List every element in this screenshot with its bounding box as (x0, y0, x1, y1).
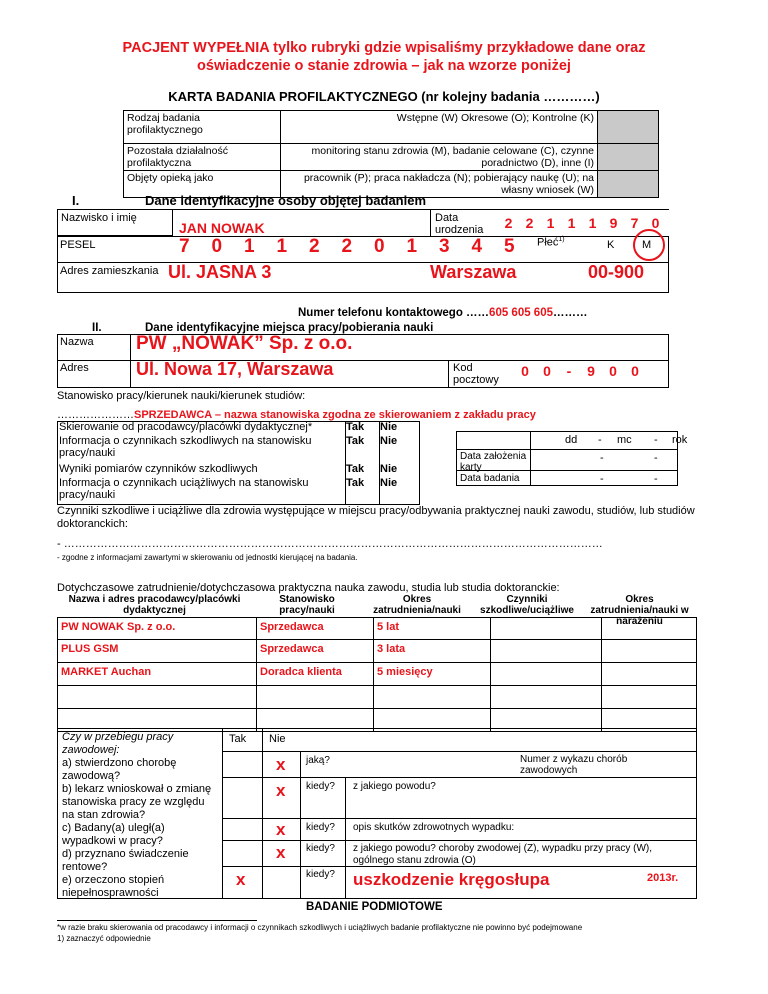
measurements-yes[interactable]: Tak (346, 463, 365, 475)
pesel-digit: 3 (438, 236, 450, 257)
employment-row-3-exposure[interactable] (602, 663, 697, 686)
exam-dash-2: - (654, 473, 658, 485)
question-d: d) przyznano świadczenie rentowe? (62, 848, 189, 873)
employment-row-1-position[interactable]: Sprzedawca (257, 618, 374, 640)
question-a: a) stwierdzono chorobę zawodową? (62, 757, 177, 782)
question-e: e) orzeczono stopień niepełnosprawności (62, 874, 165, 899)
col-factors: Czynniki szkodliwe/uciążliwe (480, 594, 574, 616)
history-row-2 (222, 777, 697, 778)
activity-value: monitoring stanu zdrowia (M), badanie celowane (C), czynne poradnictwo (D), inne (I) (281, 144, 598, 171)
sex-k[interactable]: K (607, 239, 615, 251)
disability-year[interactable]: 2013r. (647, 872, 679, 884)
e-when: kiedy? (306, 869, 335, 880)
referral-label: Skierowanie od pracodawcy/placówki dydaktycznej* (59, 421, 313, 433)
harmful-info-yes[interactable]: Tak (346, 435, 365, 447)
employment-row-4-period[interactable] (374, 686, 491, 709)
section-2-numeral: II. (92, 322, 102, 334)
nuisance-info-no[interactable]: Nie (380, 477, 398, 489)
pesel-digit: 1 (243, 236, 255, 257)
founding-dash-2: - (654, 452, 658, 464)
footnote-2: 1) zaznaczyć odpowiednie (57, 934, 151, 943)
exam-type-value: Wstępne (W) Okresowe (O); Kontrolne (K) (281, 111, 598, 144)
employment-row-3-factors[interactable] (491, 663, 602, 686)
address-city[interactable]: Warszawa (430, 262, 517, 282)
disability-reason[interactable]: uszkodzenie kręgosłupa (353, 870, 550, 889)
history-row-1 (222, 751, 697, 752)
c-effects: opis skutków zdrowotnych wypadku: (353, 822, 515, 833)
activity-label: Pozostała działalność profilaktyczna (124, 144, 281, 171)
measurements-no[interactable]: Nie (380, 463, 398, 475)
dates-dash-1: - (598, 434, 602, 446)
pesel-digit: 5 (503, 236, 515, 257)
pesel-digit: 1 (276, 236, 288, 257)
pesel-label: PESEL (60, 239, 96, 251)
referral-table (57, 421, 420, 505)
harmful-info-no[interactable]: Nie (380, 435, 398, 447)
zip-digit: - (566, 363, 572, 379)
position-line: …………………SPRZEDAWCA – nazwa stanowiska zgodna ze skierowaniem z zakładu pracy (57, 409, 536, 421)
exam-dash-1: - (600, 473, 604, 485)
disease-number: Numer z wykazu chorób zawodowych (520, 754, 628, 776)
dates-dash-2: - (654, 434, 658, 446)
section-2-title: Dane identyfikacyjne miejsca pracy/pobierania nauki (145, 322, 434, 334)
zip-digit: 0 (609, 363, 617, 379)
workplace-address[interactable]: Ul. Nowa 17, Warszawa (136, 359, 334, 379)
header-line-1: PACJENT WYPEŁNIA tylko rubryki gdzie wpisaliśmy przykładowe dane oraz (122, 40, 646, 56)
employment-row-4-position[interactable] (257, 686, 374, 709)
exam-type-box[interactable] (598, 111, 659, 144)
workplace-zip[interactable] (514, 363, 669, 379)
exam-type-label: Rodzaj badania profilaktycznego (124, 111, 281, 144)
history-div-2 (262, 728, 263, 899)
zip-digit: 0 (631, 363, 639, 379)
birth-digit: 1 (546, 215, 555, 231)
activity-box[interactable] (598, 144, 659, 171)
d-when: kiedy? (306, 843, 335, 854)
history-div-3 (300, 751, 301, 899)
employment-row-3-period[interactable]: 5 miesięcy (374, 663, 491, 686)
workplace-zip-label: Kod pocztowy (448, 360, 508, 388)
section-1-title: Dane identyfikacyjne osoby objętej badaniem (145, 193, 427, 208)
employment-title: Dotychczasowe zatrudnienie/dotychczasowa praktyczna nauka zawodu, studia lub studia doktoranckie: (57, 582, 560, 594)
sex-m-circle (633, 229, 665, 261)
footnote-1: *w razie braku skierowania od pracodawcy i informacji o czynnikach szkodliwych i uciążliwych badanie profilaktyczne nie powinno być podejmowane (57, 923, 583, 932)
birth-digit: 0 (651, 215, 660, 231)
col-position: Stanowisko pracy/nauki (279, 594, 335, 616)
dates-div-1 (456, 449, 678, 450)
answer-e-tak[interactable]: x (236, 870, 246, 889)
name-label: Nazwisko i imię (58, 210, 173, 236)
answer-b-nie[interactable]: x (276, 781, 286, 800)
employment-rows (57, 617, 697, 732)
position-value[interactable]: SPRZEDAWCA (134, 409, 212, 421)
col-employer: Nazwa i adres pracodawcy/placówki dydaktycznej (68, 594, 241, 616)
zip-digit: 9 (587, 363, 595, 379)
history-div-1 (222, 728, 223, 899)
employment-row-1-employer[interactable]: PW NOWAK Sp. z o.o. (58, 618, 257, 640)
employment-row-3-position[interactable]: Doradca klienta (257, 663, 374, 686)
card-title: KARTA BADANIA PROFILAKTYCZNEGO (nr kolejny badania …………) (168, 89, 600, 104)
employment-row-1-exposure[interactable] (602, 618, 697, 640)
pesel-digit: 7 (178, 236, 190, 257)
workplace-address-label: Adres (60, 362, 89, 374)
measurements-label: Wyniki pomiarów czynników szkodliwych (59, 463, 258, 475)
pesel-digit: 2 (341, 236, 353, 257)
dates-dd: dd (565, 434, 578, 446)
subjective-exam-heading: BADANIE PODMIOTOWE (306, 901, 443, 913)
birth-digit: 2 (525, 215, 534, 231)
care-value: pracownik (P); praca nakładcza (N); pobierający naukę (U); na własny wniosek (W) (281, 171, 598, 198)
founding-dash-1: - (600, 452, 604, 464)
col-exposure: Okres zatrudnienia/nauki w narażeniu (590, 594, 689, 627)
factors-title: Czynniki szkodliwe i uciążliwe dla zdrowia występujące w miejscu pracy/odbywania praktycznej nauki zawodu, studiów, lub studiów doktoranckich: (57, 505, 695, 530)
referral-divider-2 (379, 421, 380, 505)
birth-digit: 1 (567, 215, 576, 231)
employment-row-2-position[interactable]: Sprzedawca (257, 640, 374, 663)
pesel-digit: 0 (211, 236, 223, 257)
address-zip[interactable]: 00-900 (588, 262, 645, 282)
workplace-name[interactable]: PW „NOWAK” Sp. z o.o. (136, 333, 353, 354)
address-label: Adres zamieszkania (60, 265, 159, 277)
employment-row-3-employer[interactable]: MARKET Auchan (58, 663, 257, 686)
c-when: kiedy? (306, 822, 335, 833)
employment-row-4-factors[interactable] (491, 686, 602, 709)
zip-digit: 0 (521, 363, 529, 379)
col-period: Okres zatrudnienia/nauki (373, 594, 461, 616)
birth-digit: 1 (588, 215, 597, 231)
birth-digit: 7 (630, 215, 639, 231)
harmful-info-label: Informacja o czynnikach szkodliwych na stanowisku pracy/nauki (59, 435, 312, 459)
birth-label: Data urodzenia (430, 209, 494, 236)
phone-line: Numer telefonu kontaktowego ……605 605 605……… (298, 307, 588, 319)
pesel-digit: 2 (308, 236, 320, 257)
b-when: kiedy? (306, 781, 335, 792)
zip-digit: 0 (543, 363, 551, 379)
pesel-digit: 0 (373, 236, 385, 257)
employment-row-4-exposure[interactable] (602, 686, 697, 709)
dates-rok: rok (672, 434, 688, 446)
history-row-4 (222, 840, 697, 841)
section-1-numeral: I. (72, 193, 80, 208)
employment-row-1-factors[interactable] (491, 618, 602, 640)
history-div-4 (345, 777, 346, 899)
referral-yes[interactable]: Tak (346, 421, 365, 433)
position-label: Stanowisko pracy/kierunek nauki/kierunek studiów: (57, 390, 306, 402)
question-b: b) lekarz wnioskował o zmianę stanowiska pracy ze względu na stan zdrowia? (62, 783, 212, 821)
name-value[interactable]: JAN NOWAK (179, 219, 265, 236)
pesel-value[interactable] (168, 236, 528, 258)
birth-digit: 2 (504, 215, 513, 231)
exam-date-label: Data badania (460, 473, 520, 484)
referral-no[interactable]: Nie (380, 421, 398, 433)
nuisance-info-label: Informacja o czynnikach uciążliwych na stanowisku pracy/nauki (59, 477, 309, 501)
sex-m[interactable]: M (642, 239, 652, 251)
address-street[interactable]: Ul. JASNA 3 (168, 262, 272, 282)
founding-date-label: Data założenia karty (460, 451, 527, 473)
header-line-2: oświadczenie o stanie zdrowia – jak na wzorze poniżej (197, 58, 571, 74)
sex-label: Płeć$^{1)}$ (537, 236, 565, 249)
workplace-name-label: Nazwa (60, 336, 94, 348)
history-tak: Tak (229, 733, 247, 745)
question-c: c) Badany(a) uległ(a) wypadkowi w pracy? (62, 822, 165, 847)
history-nie: Nie (269, 733, 286, 745)
disease-which: jaką? (306, 755, 330, 766)
d-reason: z jakiego powodu? choroby zwodowej (Z), wypadku przy pracy (W), ogólnego stanu zdrowia (O) (353, 843, 653, 866)
answer-c-nie[interactable]: x (276, 820, 286, 839)
history-question: Czy w przebiegu pracy zawodowej: (62, 731, 174, 756)
birth-digit: 9 (609, 215, 618, 231)
phone-value[interactable]: 605 605 605 (489, 307, 553, 319)
answer-d-nie[interactable]: x (276, 843, 286, 862)
b-reason: z jakiego powodu? (353, 781, 436, 792)
factors-note: - zgodne z informacjami zawartymi w skierowaniu od jednostki kierującej na badania. (57, 553, 358, 562)
pesel-digit: 4 (471, 236, 483, 257)
employment-row-4-employer[interactable] (58, 686, 257, 709)
referral-divider-1 (345, 421, 346, 505)
dates-mc: mc (617, 434, 632, 446)
history-row-3 (222, 818, 697, 819)
care-box[interactable] (598, 171, 659, 198)
employment-row-2-period[interactable]: 3 lata (374, 640, 491, 663)
factors-dots: - ………………………………………………………………………………………………………………………………… (57, 538, 603, 550)
employment-row-2-employer[interactable]: PLUS GSM (58, 640, 257, 663)
answer-a-nie[interactable]: x (276, 755, 286, 774)
nuisance-info-yes[interactable]: Tak (346, 477, 365, 489)
care-label: Objęty opieką jako (124, 171, 281, 198)
workplace-col-divider (130, 334, 131, 388)
dates-col-divider (530, 431, 531, 486)
employment-row-1-period[interactable]: 5 lat (374, 618, 491, 640)
exam-type-table (123, 110, 659, 198)
employment-row-2-factors[interactable] (491, 640, 602, 663)
pesel-digit: 1 (406, 236, 418, 257)
employment-row-2-exposure[interactable] (602, 640, 697, 663)
footnote-rule (57, 920, 257, 921)
